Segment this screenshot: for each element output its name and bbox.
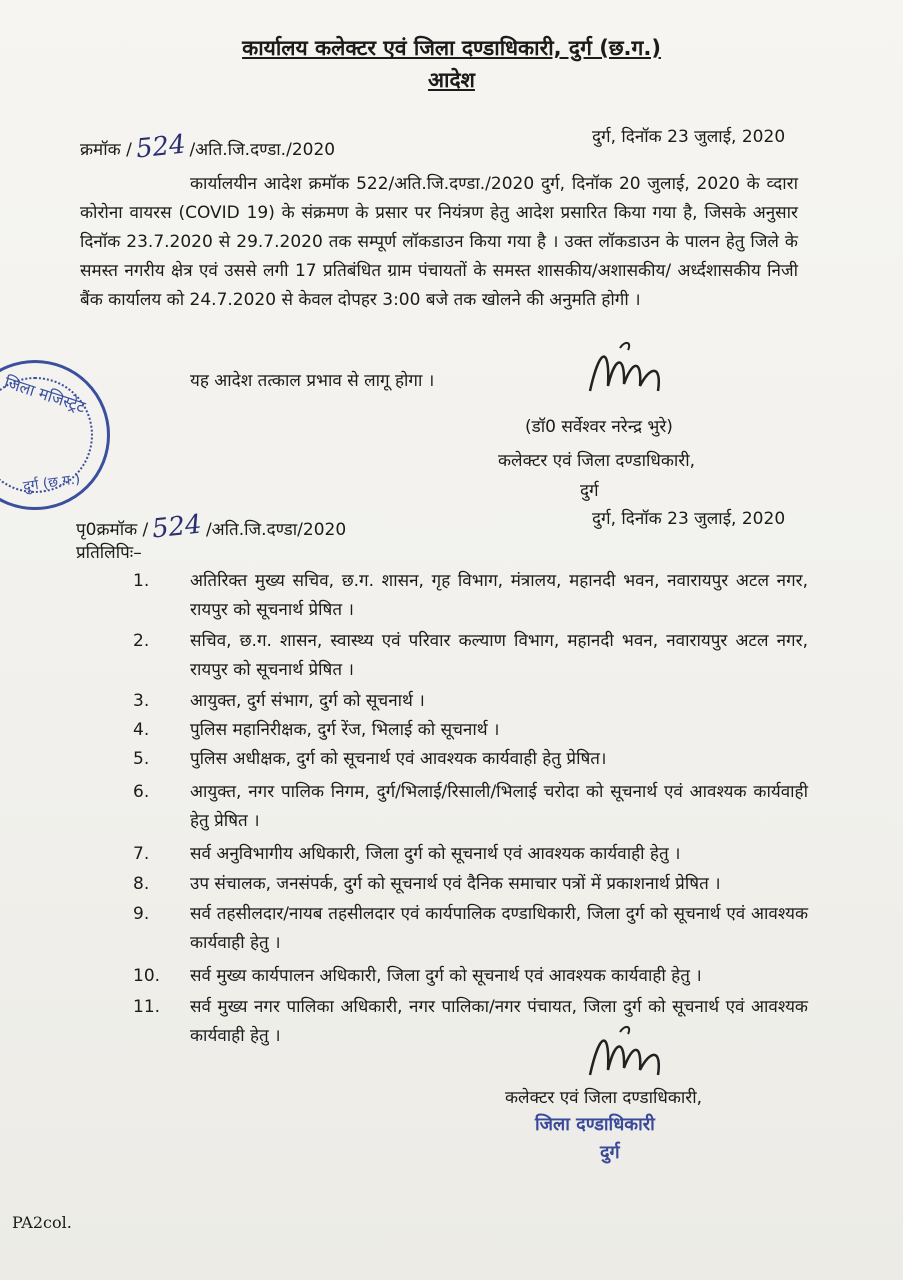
reference-prefix: क्रमॉक / [80, 140, 132, 160]
list-number: 8. [133, 874, 150, 894]
list-text: आयुक्त, नगर पालिक निगम, दुर्ग/भिलाई/रिसाली/भिलाई चरोदा को सूचनार्थ एवं आवश्यक कार्यवाही हेतु प्रेषित । [190, 782, 808, 831]
endorsement-suffix: /अति.जि.दण्डा/2020 [205, 520, 347, 540]
list-text: पुलिस महानिरीक्षक, दुर्ग रेंज, भिलाई को सूचनार्थ । [190, 720, 500, 740]
order-paragraph: कार्यालयीन आदेश क्रमॉक 522/अति.जि.दण्डा./2020 दुर्ग, दिनॉक 20 जुलाई, 2020 के व्दारा कोरोना वायरस (COVID 19) के संक्रमण के प्रसार पर नियंत्रण हेतु आदेश प्रसारित किया गया है, जिसके अनुसार दिनॉक 23.7.2020 से 29.7.2020 तक सम्पूर्ण लॉकडाउन किया गया है । उक्त लॉकडाउन के पालन हेतु जिले के समस्त नगरीय क्षेत्र एवं उससे लगी 17 प्रतिबंधित ग्राम पंचायतों के समस्त शासकीय/अशासकीय/ अर्ध्दशासकीय निजी बैंक कार्यालय को 24.7.2020 से केवल दोपहर 3:00 बजे तक खोलने की अनुमति होगी । [80, 174, 798, 310]
endorsement-number [76, 509, 347, 545]
seal-bottom-text: दुर्ग (छ.ग.) [22, 471, 82, 495]
list-number: 1. [133, 571, 150, 591]
footer-code: PA2col. [12, 1213, 72, 1232]
handwritten-endorsement-number: 524 [150, 509, 204, 545]
list-number: 3. [133, 691, 150, 711]
final-stamp-line-1: जिला दण्डाधिकारी [535, 1114, 655, 1135]
list-item [0, 778, 903, 836]
list-number: 10. [133, 966, 161, 986]
order-effect: यह आदेश तत्काल प्रभाव से लागू होगा । [190, 371, 435, 391]
list-item [0, 567, 903, 625]
list-text: सर्व मुख्य कार्यपालन अधिकारी, जिला दुर्ग को सूचनार्थ एवं आवश्यक कार्यवाही हेतु । [190, 966, 702, 986]
final-stamp-line-2: दुर्ग [600, 1142, 620, 1163]
seal-top-text: जिला मजिस्ट्रेट [1, 372, 88, 417]
list-number: 2. [133, 631, 150, 651]
reference-suffix: /अति.जि.दण्डा./2020 [189, 140, 336, 160]
list-item [0, 900, 903, 958]
list-text: अतिरिक्त मुख्य सचिव, छ.ग. शासन, गृह विभाग, मंत्रालय, महानदी भवन, नवारायपुर अटल नगर, रायपुर को सूचनार्थ प्रेषित । [190, 571, 808, 620]
signatory-place: दुर्ग [580, 481, 599, 501]
reference-number [80, 129, 336, 165]
list-item [0, 993, 903, 1051]
signatory-designation: कलेक्टर एवं जिला दण्डाधिकारी, [498, 451, 696, 471]
list-item [0, 627, 903, 685]
list-number: 7. [133, 844, 150, 864]
list-text: उप संचालक, जनसंपर्क, दुर्ग को सूचनार्थ एवं दैनिक समाचार पत्रों में प्रकाशनार्थ प्रेषित । [190, 874, 721, 894]
handwritten-reference-number: 524 [134, 129, 187, 165]
list-number: 9. [133, 904, 150, 924]
copy-to-label: प्रतिलिपिः– [76, 543, 142, 563]
endorsement-prefix: पृ0क्रमॉक / [76, 520, 149, 540]
reference-date: दुर्ग, दिनॉक 23 जुलाई, 2020 [592, 127, 786, 147]
final-signatory-designation: कलेक्टर एवं जिला दण्डाधिकारी, [505, 1088, 703, 1108]
list-text: सर्व मुख्य नगर पालिका अधिकारी, नगर पालिका/नगर पंचायत, जिला दुर्ग को सूचनार्थ एवं आवश्यक कार्यवाही हेतु । [190, 997, 808, 1046]
list-number: 6. [133, 782, 150, 802]
list-number: 11. [133, 997, 161, 1017]
list-text: सचिव, छ.ग. शासन, स्वास्थ्य एवं परिवार कल्याण विभाग, महानदी भवन, नवारायपुर अटल नगर, रायपुर को सूचनार्थ प्रेषित । [190, 631, 808, 680]
list-text: सर्व तहसीलदार/नायब तहसीलदार एवं कार्यपालिक दण्डाधिकारी, जिला दुर्ग को सूचनार्थ एवं आवश्यक कार्यवाही हेतु । [190, 904, 808, 953]
endorsement-date: दुर्ग, दिनॉक 23 जुलाई, 2020 [592, 509, 786, 529]
list-text: पुलिस अधीक्षक, दुर्ग को सूचनार्थ एवं आवश्यक कार्यवाही हेतु प्रेषित। [190, 749, 607, 769]
district-magistrate-seal [0, 360, 110, 510]
list-text: आयुक्त, दुर्ग संभाग, दुर्ग को सूचनार्थ । [190, 691, 425, 711]
signature-scribble-2 [580, 1020, 670, 1090]
list-text: सर्व अनुविभागीय अधिकारी, जिला दुर्ग को सूचनार्थ एवं आवश्यक कार्यवाही हेतु । [190, 844, 681, 864]
office-title: कार्यालय कलेक्टर एवं जिला दण्डाधिकारी, दुर्ग (छ.ग.) [242, 36, 661, 60]
list-number: 4. [133, 720, 150, 740]
list-number: 5. [133, 749, 150, 769]
order-heading: आदेश [428, 68, 475, 92]
signatory-name: (डॉ0 सर्वेश्वर नरेन्द्र भुरे) [525, 417, 673, 437]
signature-scribble-1 [580, 336, 670, 406]
